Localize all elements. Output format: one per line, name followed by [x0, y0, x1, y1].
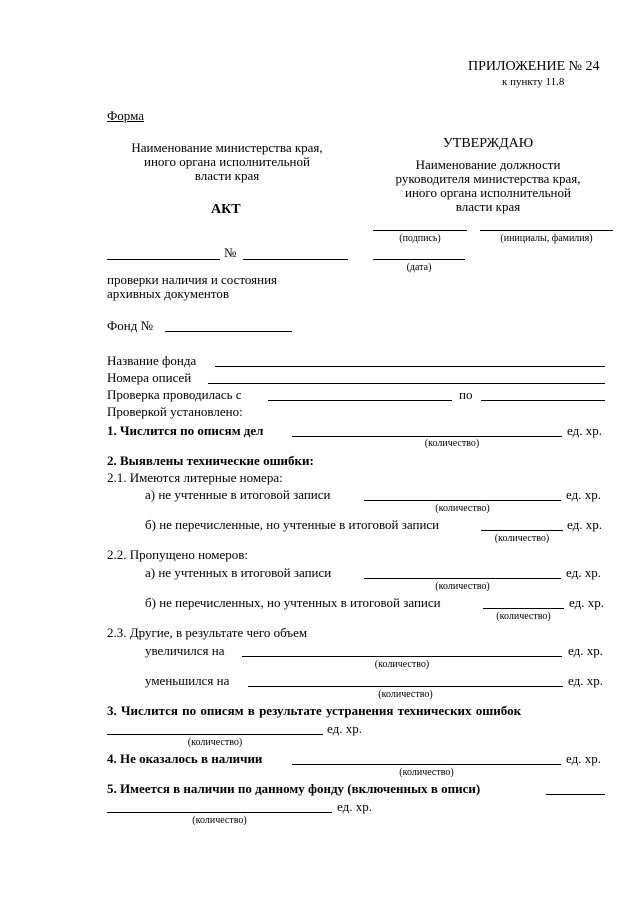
section-3-label: 3. Числится по описям в результате устранения технических ошибок: [107, 703, 522, 718]
section-2-3-label: 2.3. Другие, в результате чего объем: [107, 625, 308, 640]
section-2-1-b-label: б) не перечисленные, но учтенные в итоговой записи: [145, 517, 440, 532]
section-1-qty-caption: (количество): [424, 438, 480, 449]
section-2-2-b-qty-caption: (количество): [496, 611, 551, 622]
ministry-name-line-3: власти края: [194, 168, 260, 183]
section-2-3-dec-label: уменьшился на: [145, 673, 230, 688]
initials-field[interactable]: [480, 230, 613, 231]
position-line-4: власти края: [455, 199, 521, 214]
ministry-name-line-2: иного органа исполнительной: [144, 154, 310, 169]
section-2-1-label: 2.1. Имеются литерные номера:: [107, 470, 283, 485]
section-2-2-label: 2.2. Пропущено номеров:: [107, 547, 249, 562]
initials-caption: (инициалы, фамилия): [500, 233, 593, 244]
inventory-numbers-field[interactable]: [208, 383, 605, 384]
section-5-qty-caption: (количество): [192, 815, 247, 826]
approve-title: УТВЕРЖДАЮ: [442, 136, 534, 151]
section-4-label: 4. Не оказалось в наличии: [107, 751, 263, 766]
section-2-2-a-field[interactable]: [364, 578, 561, 579]
section-1-unit: ед. хр.: [567, 423, 602, 438]
section-2-2-b-unit: ед. хр.: [569, 595, 604, 610]
fund-label: Фонд №: [107, 318, 153, 333]
section-2-3-dec-unit: ед. хр.: [568, 673, 603, 688]
fund-name-label: Название фонда: [107, 353, 197, 368]
section-2-label: 2. Выявлены технические ошибки:: [107, 453, 314, 468]
section-2-1-b-qty-caption: (количество): [494, 533, 550, 544]
act-subject-line-1: проверки наличия и состояния: [107, 272, 278, 287]
act-number-field[interactable]: [243, 259, 348, 260]
established-label: Проверкой установлено:: [107, 404, 243, 419]
section-2-1-a-qty-caption: (количество): [435, 503, 490, 514]
appendix-reference: к пункту 11.8: [502, 76, 565, 88]
section-2-1-b-field[interactable]: [481, 530, 563, 531]
signature-caption: (подпись): [399, 233, 441, 244]
check-to-label: по: [459, 387, 473, 402]
section-2-1-b-unit: ед. хр.: [567, 517, 602, 532]
position-line-2: руководителя министерства края,: [395, 171, 581, 186]
section-2-2-a-qty-caption: (количество): [435, 581, 490, 592]
section-2-2-a-label: а) не учтенных в итоговой записи: [145, 565, 332, 580]
section-2-1-a-label: а) не учтенные в итоговой записи: [145, 487, 331, 502]
section-5-field[interactable]: [107, 812, 332, 813]
section-5-label: 5. Имеется в наличии по данному фонду (включенных в описи): [107, 781, 481, 796]
number-sign: №: [224, 245, 237, 260]
act-title: АКТ: [211, 202, 241, 217]
section-4-qty-caption: (количество): [399, 767, 454, 778]
fund-number-field[interactable]: [165, 331, 292, 332]
section-2-2-a-unit: ед. хр.: [566, 565, 601, 580]
check-from-field[interactable]: [268, 400, 452, 401]
act-subject-line-2: архивных документов: [107, 286, 229, 301]
position-line-3: иного органа исполнительной: [405, 185, 571, 200]
ministry-name-line-1: Наименование министерства края,: [131, 140, 323, 155]
act-date-field[interactable]: [107, 259, 220, 260]
section-1-label: 1. Числится по описям дел: [107, 423, 264, 438]
section-4-field[interactable]: [292, 764, 561, 765]
date-caption: (дата): [406, 262, 432, 273]
section-2-1-a-field[interactable]: [364, 500, 561, 501]
section-2-3-inc-label: увеличился на: [145, 643, 225, 658]
inventory-numbers-label: Номера описей: [107, 370, 192, 385]
section-3-qty-caption: (количество): [187, 737, 243, 748]
signature-field[interactable]: [373, 230, 467, 231]
section-2-2-b-label: б) не перечисленных, но учтенных в итоговой записи: [145, 595, 441, 610]
section-5-field-inline[interactable]: [546, 794, 605, 795]
section-2-3-dec-qty-caption: (количество): [378, 689, 433, 700]
position-line-1: Наименование должности: [415, 157, 561, 172]
check-from-label: Проверка проводилась с: [107, 387, 242, 402]
section-2-3-inc-qty-caption: (количество): [374, 659, 430, 670]
form-label: Форма: [107, 108, 144, 123]
section-4-unit: ед. хр.: [566, 751, 601, 766]
section-3-unit: ед. хр.: [327, 721, 362, 736]
section-2-1-a-unit: ед. хр.: [566, 487, 601, 502]
date-field[interactable]: [373, 259, 465, 260]
section-1-field[interactable]: [292, 436, 562, 437]
section-2-2-b-field[interactable]: [483, 608, 564, 609]
section-5-unit: ед. хр.: [337, 799, 372, 814]
check-to-field[interactable]: [481, 400, 605, 401]
section-2-3-inc-unit: ед. хр.: [568, 643, 603, 658]
fund-name-field[interactable]: [215, 366, 605, 367]
appendix-title: ПРИЛОЖЕНИЕ № 24: [468, 59, 600, 74]
section-3-field[interactable]: [107, 734, 323, 735]
section-2-3-inc-field[interactable]: [242, 656, 562, 657]
section-2-3-dec-field[interactable]: [248, 686, 563, 687]
